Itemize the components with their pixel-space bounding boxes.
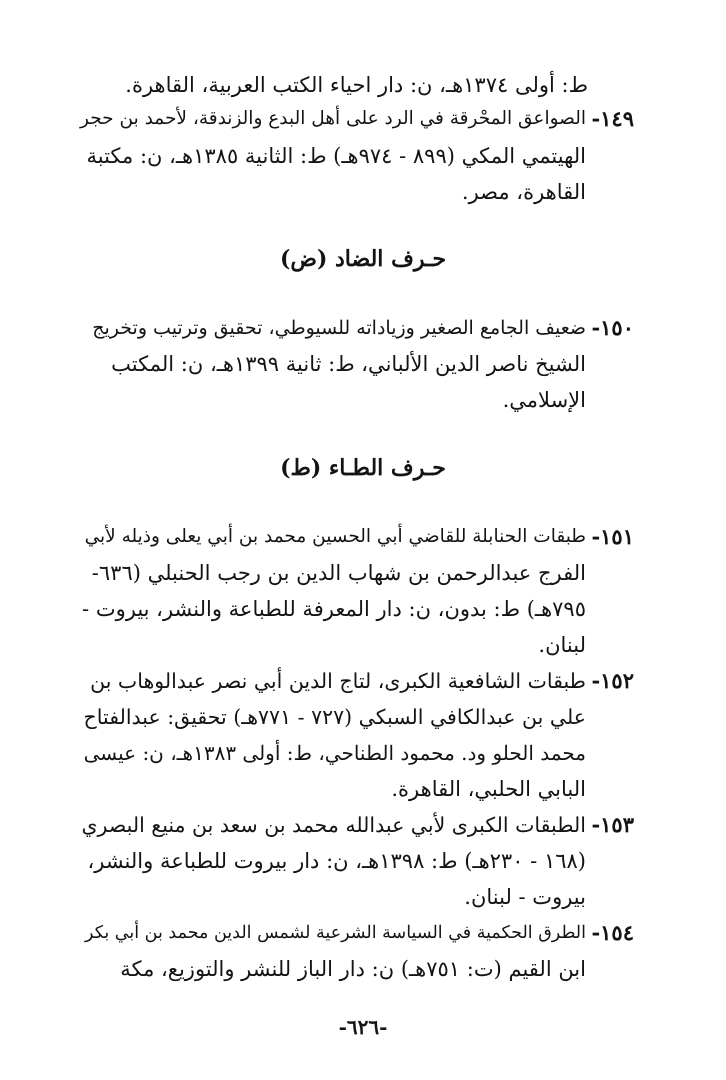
- entry-line: بيروت - لبنان.: [464, 885, 586, 909]
- entry-line: (١٦٨ - ٢٣٠هـ) ط: ١٣٩٨هـ، ن: دار بيروت للطباعة والنشر،: [87, 849, 586, 873]
- entry-number: ١٥٠-: [591, 315, 634, 340]
- entry-number: ١٥١-: [591, 524, 634, 549]
- entry-number: ١٥٣-: [591, 812, 634, 837]
- entry-line: ابن القيم (ت: ٧٥١هـ) ن: دار الباز للنشر والتوزيع، مكة: [120, 957, 586, 981]
- entry-line: الهيتمي المكي (٨٩٩ - ٩٧٤هـ) ط: الثانية ١٣٨٥هـ، ن: مكتبة: [86, 144, 586, 168]
- entry-line: الشيخ ناصر الدين الألباني، ط: ثانية ١٣٩٩هـ، ن: المكتب: [111, 352, 586, 376]
- entry-number: ١٤٩-: [591, 106, 634, 131]
- entry-line: الطبقات الكبرى لأبي عبدالله محمد بن سعد بن منيع البصري: [81, 813, 586, 837]
- entry-line: الإسلامي.: [502, 388, 586, 412]
- entry-line: ضعيف الجامع الصغير وزياداته للسيوطي، تحقيق وترتيب وتخريج: [92, 317, 586, 339]
- page-number: -٦٢٦-: [338, 1015, 388, 1039]
- entry-line: البابي الحلبي، القاهرة.: [391, 777, 586, 801]
- entry-line: محمد الحلو ود. محمود الطناحي، ط: أولى ١٣٨٣هـ، ن: عيسى: [83, 741, 586, 765]
- entry-number: ١٥٤-: [591, 920, 634, 945]
- entry-line: الفرج عبدالرحمن بن شهاب الدين بن رجب الحنبلي (٦٣٦-: [91, 561, 586, 585]
- entry-line: الطرق الحكمية في السياسة الشرعية لشمس الدين محمد بن أبي بكر: [85, 923, 586, 943]
- entry-line: طبقات الحنابلة للقاضي أبي الحسين محمد بن أبي يعلى وذيله لأبي: [84, 526, 586, 547]
- entry-number: ١٥٢-: [591, 668, 634, 693]
- entry-line: ٧٩٥هـ) ط: بدون، ن: دار المعرفة للطباعة والنشر، بيروت -: [82, 597, 586, 621]
- section-heading-ta: حـرف الطـاء (ط): [280, 455, 446, 481]
- entry-line: علي بن عبدالكافي السبكي (٧٢٧ - ٧٧١هـ) تحقيق: عبدالفتاح: [83, 705, 586, 729]
- entry-line: القاهرة، مصر.: [461, 180, 586, 204]
- entry-line: لبنان.: [538, 633, 586, 657]
- section-heading-dad: حـرف الضاد (ض): [279, 246, 447, 272]
- entry-continuation-line: ط: أولى ١٣٧٤هـ، ن: دار احياء الكتب العربية، القاهرة.: [125, 73, 588, 97]
- entry-line: الصواعق المحْرقة في الرد على أهل البدع والزندقة، لأحمد بن حجر: [80, 108, 586, 129]
- entry-line: طبقات الشافعية الكبرى، لتاج الدين أبي نصر عبدالوهاب بن: [90, 669, 586, 693]
